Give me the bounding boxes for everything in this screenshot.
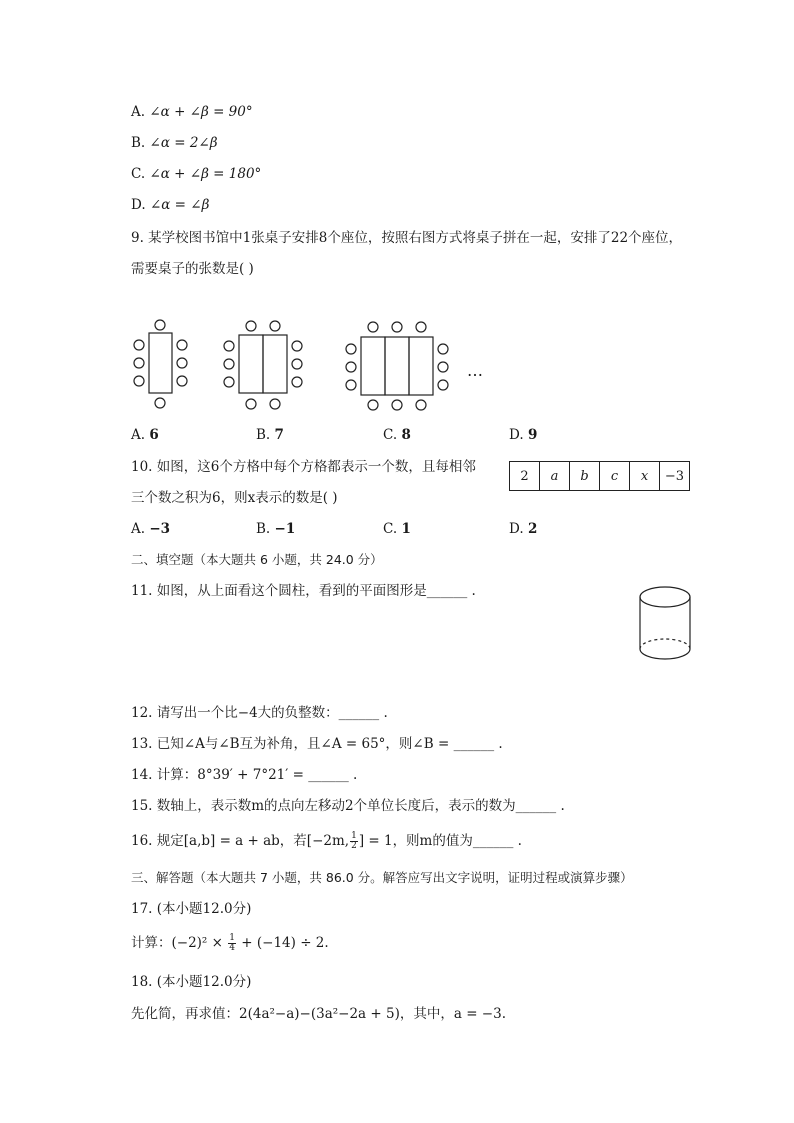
q14-stem: 14. 计算：8°39′ + 7°21′ = ______ . — [131, 767, 358, 783]
q8-option-b: B. ∠α = 2∠β — [131, 135, 218, 151]
q10-stem-line2: 三个数之积为6，则x表示的数是( ) — [131, 490, 338, 506]
q10-option-d: D. 2 — [509, 521, 538, 537]
ellipsis: … — [467, 361, 483, 380]
q8-option-d: D. ∠α = ∠β — [131, 197, 210, 213]
q10-option-b: B. −1 — [256, 521, 296, 537]
grid-cell: x — [630, 462, 660, 490]
q17-header: 17. (本小题12.0分) — [131, 901, 252, 917]
q9-option-b: B. 7 — [256, 427, 284, 443]
grid-cell: a — [540, 462, 570, 490]
q8-option-a: A. ∠α + ∠β = 90° — [131, 104, 253, 120]
q10-option-c: C. 1 — [383, 521, 411, 537]
q10-stem-line1: 10. 如图，这6个方格中每个方格都表示一个数，且每相邻 — [131, 459, 476, 475]
q9-option-c: C. 8 — [383, 427, 411, 443]
cylinder-figure — [634, 583, 696, 665]
q11-stem: 11. 如图，从上面看这个圆柱，看到的平面图形是______ . — [131, 583, 476, 599]
q13-stem: 13. 已知∠A与∠B互为补角，且∠A = 65°，则∠B = ______ . — [131, 736, 503, 752]
q9-stem-line2: 需要桌子的张数是( ) — [131, 261, 254, 277]
q8-option-c: C. ∠α + ∠β = 180° — [131, 166, 262, 182]
q16-stem: 16. 规定[a,b] = a + ab，若[−2m, $\frac{1}{2}$ ] = 1，则m的值为______ . — [131, 831, 522, 851]
q17-body: 计算：(−2)² × $\frac{1}{4}$ + (−14) ÷ 2. — [131, 933, 329, 953]
grid-cell: −3 — [664, 468, 685, 484]
grid-cell: b — [570, 462, 600, 490]
grid-cell: c — [600, 462, 630, 490]
q9-option-a: A. 6 — [131, 427, 159, 443]
q15-stem: 15. 数轴上，表示数m的点向左移动2个单位长度后，表示的数为______ . — [131, 798, 565, 814]
q9-stem-line1: 9. 某学校图书馆中1张桌子安排8个座位，按照右图方式将桌子拼在一起，安排了22个座位， — [131, 230, 683, 246]
q16-fraction: $\frac{1}{2}$ — [351, 831, 357, 851]
q17-fraction: $\frac{1}{4}$ — [229, 933, 235, 953]
number-grid — [509, 461, 690, 491]
q12-stem: 12. 请写出一个比−4大的负整数：______ . — [131, 705, 388, 721]
q18-body: 先化简，再求值：2(4a²−a)−(3a²−2a + 5)，其中，a = −3. — [131, 1006, 506, 1022]
q10-option-a: A. −3 — [131, 521, 171, 537]
q18-header: 18. (本小题12.0分) — [131, 974, 252, 990]
grid-cell: 2 — [510, 462, 540, 490]
q9-option-d: D. 9 — [509, 427, 538, 443]
table-arrangement-figure — [128, 315, 498, 415]
section-heading-fill-in: 二、填空题（本大题共 6 小题，共 24.0 分） — [131, 552, 383, 567]
section-heading-solutions: 三、解答题（本大题共 7 小题，共 86.0 分。解答应写出文字说明，证明过程或演算步骤） — [131, 870, 633, 885]
